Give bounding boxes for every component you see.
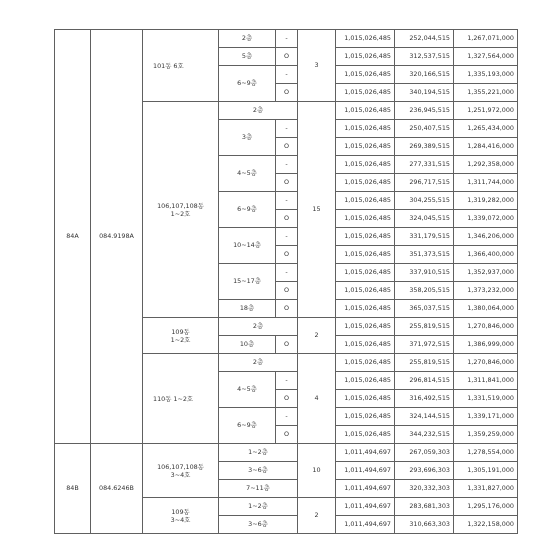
land-price-cell: 1,015,026,485 [336, 426, 395, 444]
land-price-cell: 1,015,026,485 [336, 138, 395, 156]
land-price-cell: 1,011,494,697 [336, 444, 395, 462]
land-price-cell: 1,015,026,485 [336, 336, 395, 354]
floor-cell: 18층 [219, 300, 276, 318]
building-cell: 106,107,108동 3~4호 [143, 444, 219, 498]
total-price-cell: 1,267,071,000 [454, 30, 518, 48]
total-price-cell: 1,331,827,000 [454, 480, 518, 498]
building-price-cell: 304,255,515 [395, 192, 454, 210]
building-price-cell: 344,232,515 [395, 426, 454, 444]
total-price-cell: 1,270,846,000 [454, 354, 518, 372]
total-price-cell: 1,265,434,000 [454, 120, 518, 138]
land-price-cell: 1,015,026,485 [336, 246, 395, 264]
total-price-cell: 1,359,259,000 [454, 426, 518, 444]
land-price-cell: 1,015,026,485 [336, 30, 395, 48]
option-cell: O [276, 300, 298, 318]
price-table-body [55, 30, 518, 534]
land-price-cell: 1,015,026,485 [336, 192, 395, 210]
units-cell: 10 [298, 444, 336, 498]
floor-cell: 3~6층 [219, 516, 298, 534]
option-cell: - [276, 192, 298, 210]
floor-cell: 4~5층 [219, 372, 276, 408]
building-price-cell: 320,332,303 [395, 480, 454, 498]
building-price-cell: 250,407,515 [395, 120, 454, 138]
units-cell: 3 [298, 30, 336, 102]
floor-cell: 2층 [219, 354, 298, 372]
building-price-cell: 331,179,515 [395, 228, 454, 246]
building-price-cell: 310,663,303 [395, 516, 454, 534]
floor-cell: 5층 [219, 48, 276, 66]
option-cell: O [276, 426, 298, 444]
building-price-cell: 371,972,515 [395, 336, 454, 354]
total-price-cell: 1,373,232,000 [454, 282, 518, 300]
building-price-cell: 351,373,515 [395, 246, 454, 264]
table-row [55, 444, 518, 462]
total-price-cell: 1,292,358,000 [454, 156, 518, 174]
type-cell: 84A [55, 30, 91, 444]
land-price-cell: 1,015,026,485 [336, 84, 395, 102]
land-price-cell: 1,015,026,485 [336, 174, 395, 192]
option-cell: O [276, 390, 298, 408]
price-table [54, 29, 518, 534]
land-price-cell: 1,015,026,485 [336, 408, 395, 426]
land-price-cell: 1,015,026,485 [336, 210, 395, 228]
total-price-cell: 1,366,400,000 [454, 246, 518, 264]
floor-cell: 2층 [219, 30, 276, 48]
floor-cell: 3층 [219, 120, 276, 156]
option-cell: - [276, 372, 298, 390]
option-cell: O [276, 138, 298, 156]
total-price-cell: 1,311,841,000 [454, 372, 518, 390]
building-cell: 109동 3~4호 [143, 498, 219, 534]
total-price-cell: 1,386,999,000 [454, 336, 518, 354]
floor-cell: 6~9층 [219, 66, 276, 102]
total-price-cell: 1,331,519,000 [454, 390, 518, 408]
area-cell: 084.6246B [91, 444, 143, 534]
total-price-cell: 1,355,221,000 [454, 84, 518, 102]
floor-cell: 4~5층 [219, 156, 276, 192]
building-price-cell: 316,492,515 [395, 390, 454, 408]
building-price-cell: 283,681,303 [395, 498, 454, 516]
option-cell: - [276, 66, 298, 84]
building-price-cell: 255,819,515 [395, 318, 454, 336]
land-price-cell: 1,015,026,485 [336, 282, 395, 300]
total-price-cell: 1,305,191,000 [454, 462, 518, 480]
land-price-cell: 1,015,026,485 [336, 102, 395, 120]
building-price-cell: 296,717,515 [395, 174, 454, 192]
floor-cell: 1~2층 [219, 498, 298, 516]
building-price-cell: 324,144,515 [395, 408, 454, 426]
option-cell: - [276, 408, 298, 426]
building-price-cell: 236,945,515 [395, 102, 454, 120]
total-price-cell: 1,380,064,000 [454, 300, 518, 318]
land-price-cell: 1,015,026,485 [336, 264, 395, 282]
floor-cell: 10~14층 [219, 228, 276, 264]
total-price-cell: 1,295,176,000 [454, 498, 518, 516]
option-cell: O [276, 48, 298, 66]
total-price-cell: 1,251,972,000 [454, 102, 518, 120]
area-cell: 084.9198A [91, 30, 143, 444]
option-cell: O [276, 336, 298, 354]
land-price-cell: 1,015,026,485 [336, 156, 395, 174]
option-cell: - [276, 156, 298, 174]
building-price-cell: 340,194,515 [395, 84, 454, 102]
floor-cell: 2층 [219, 318, 298, 336]
building-price-cell: 324,045,515 [395, 210, 454, 228]
land-price-cell: 1,015,026,485 [336, 354, 395, 372]
building-price-cell: 252,044,515 [395, 30, 454, 48]
floor-cell: 15~17층 [219, 264, 276, 300]
floor-cell: 6~9층 [219, 408, 276, 444]
building-cell: 110동 1~2호 [143, 354, 219, 444]
option-cell: - [276, 228, 298, 246]
option-cell: O [276, 174, 298, 192]
land-price-cell: 1,015,026,485 [336, 372, 395, 390]
land-price-cell: 1,011,494,697 [336, 480, 395, 498]
total-price-cell: 1,311,744,000 [454, 174, 518, 192]
building-price-cell: 365,037,515 [395, 300, 454, 318]
floor-cell: 3~6층 [219, 462, 298, 480]
floor-cell: 2층 [219, 102, 298, 120]
building-price-cell: 277,331,515 [395, 156, 454, 174]
building-price-cell: 267,059,303 [395, 444, 454, 462]
building-price-cell: 358,205,515 [395, 282, 454, 300]
total-price-cell: 1,327,564,000 [454, 48, 518, 66]
total-price-cell: 1,352,937,000 [454, 264, 518, 282]
option-cell: - [276, 264, 298, 282]
land-price-cell: 1,015,026,485 [336, 66, 395, 84]
units-cell: 2 [298, 318, 336, 354]
land-price-cell: 1,015,026,485 [336, 48, 395, 66]
units-cell: 2 [298, 498, 336, 534]
option-cell: - [276, 30, 298, 48]
building-price-cell: 269,389,515 [395, 138, 454, 156]
option-cell: O [276, 282, 298, 300]
total-price-cell: 1,346,206,000 [454, 228, 518, 246]
land-price-cell: 1,011,494,697 [336, 462, 395, 480]
land-price-cell: 1,015,026,485 [336, 120, 395, 138]
land-price-cell: 1,015,026,485 [336, 300, 395, 318]
total-price-cell: 1,339,171,000 [454, 408, 518, 426]
total-price-cell: 1,270,846,000 [454, 318, 518, 336]
total-price-cell: 1,319,282,000 [454, 192, 518, 210]
option-cell: - [276, 120, 298, 138]
total-price-cell: 1,339,072,000 [454, 210, 518, 228]
land-price-cell: 1,015,026,485 [336, 390, 395, 408]
floor-cell: 10층 [219, 336, 276, 354]
floor-cell: 6~9층 [219, 192, 276, 228]
land-price-cell: 1,011,494,697 [336, 516, 395, 534]
land-price-cell: 1,015,026,485 [336, 318, 395, 336]
total-price-cell: 1,322,158,000 [454, 516, 518, 534]
building-price-cell: 320,166,515 [395, 66, 454, 84]
floor-cell: 7~11층 [219, 480, 298, 498]
floor-cell: 1~2층 [219, 444, 298, 462]
building-cell: 106,107,108동 1~2호 [143, 102, 219, 318]
total-price-cell: 1,284,416,000 [454, 138, 518, 156]
total-price-cell: 1,278,554,000 [454, 444, 518, 462]
building-price-cell: 255,819,515 [395, 354, 454, 372]
total-price-cell: 1,335,193,000 [454, 66, 518, 84]
units-cell: 4 [298, 354, 336, 444]
option-cell: O [276, 84, 298, 102]
land-price-cell: 1,011,494,697 [336, 498, 395, 516]
option-cell: O [276, 210, 298, 228]
building-price-cell: 337,910,515 [395, 264, 454, 282]
option-cell: O [276, 246, 298, 264]
building-cell: 101동 6호 [143, 30, 219, 102]
land-price-cell: 1,015,026,485 [336, 228, 395, 246]
table-row [55, 30, 518, 48]
units-cell: 15 [298, 102, 336, 318]
building-price-cell: 293,696,303 [395, 462, 454, 480]
building-cell: 109동 1~2호 [143, 318, 219, 354]
type-cell: 84B [55, 444, 91, 534]
building-price-cell: 312,537,515 [395, 48, 454, 66]
building-price-cell: 296,814,515 [395, 372, 454, 390]
